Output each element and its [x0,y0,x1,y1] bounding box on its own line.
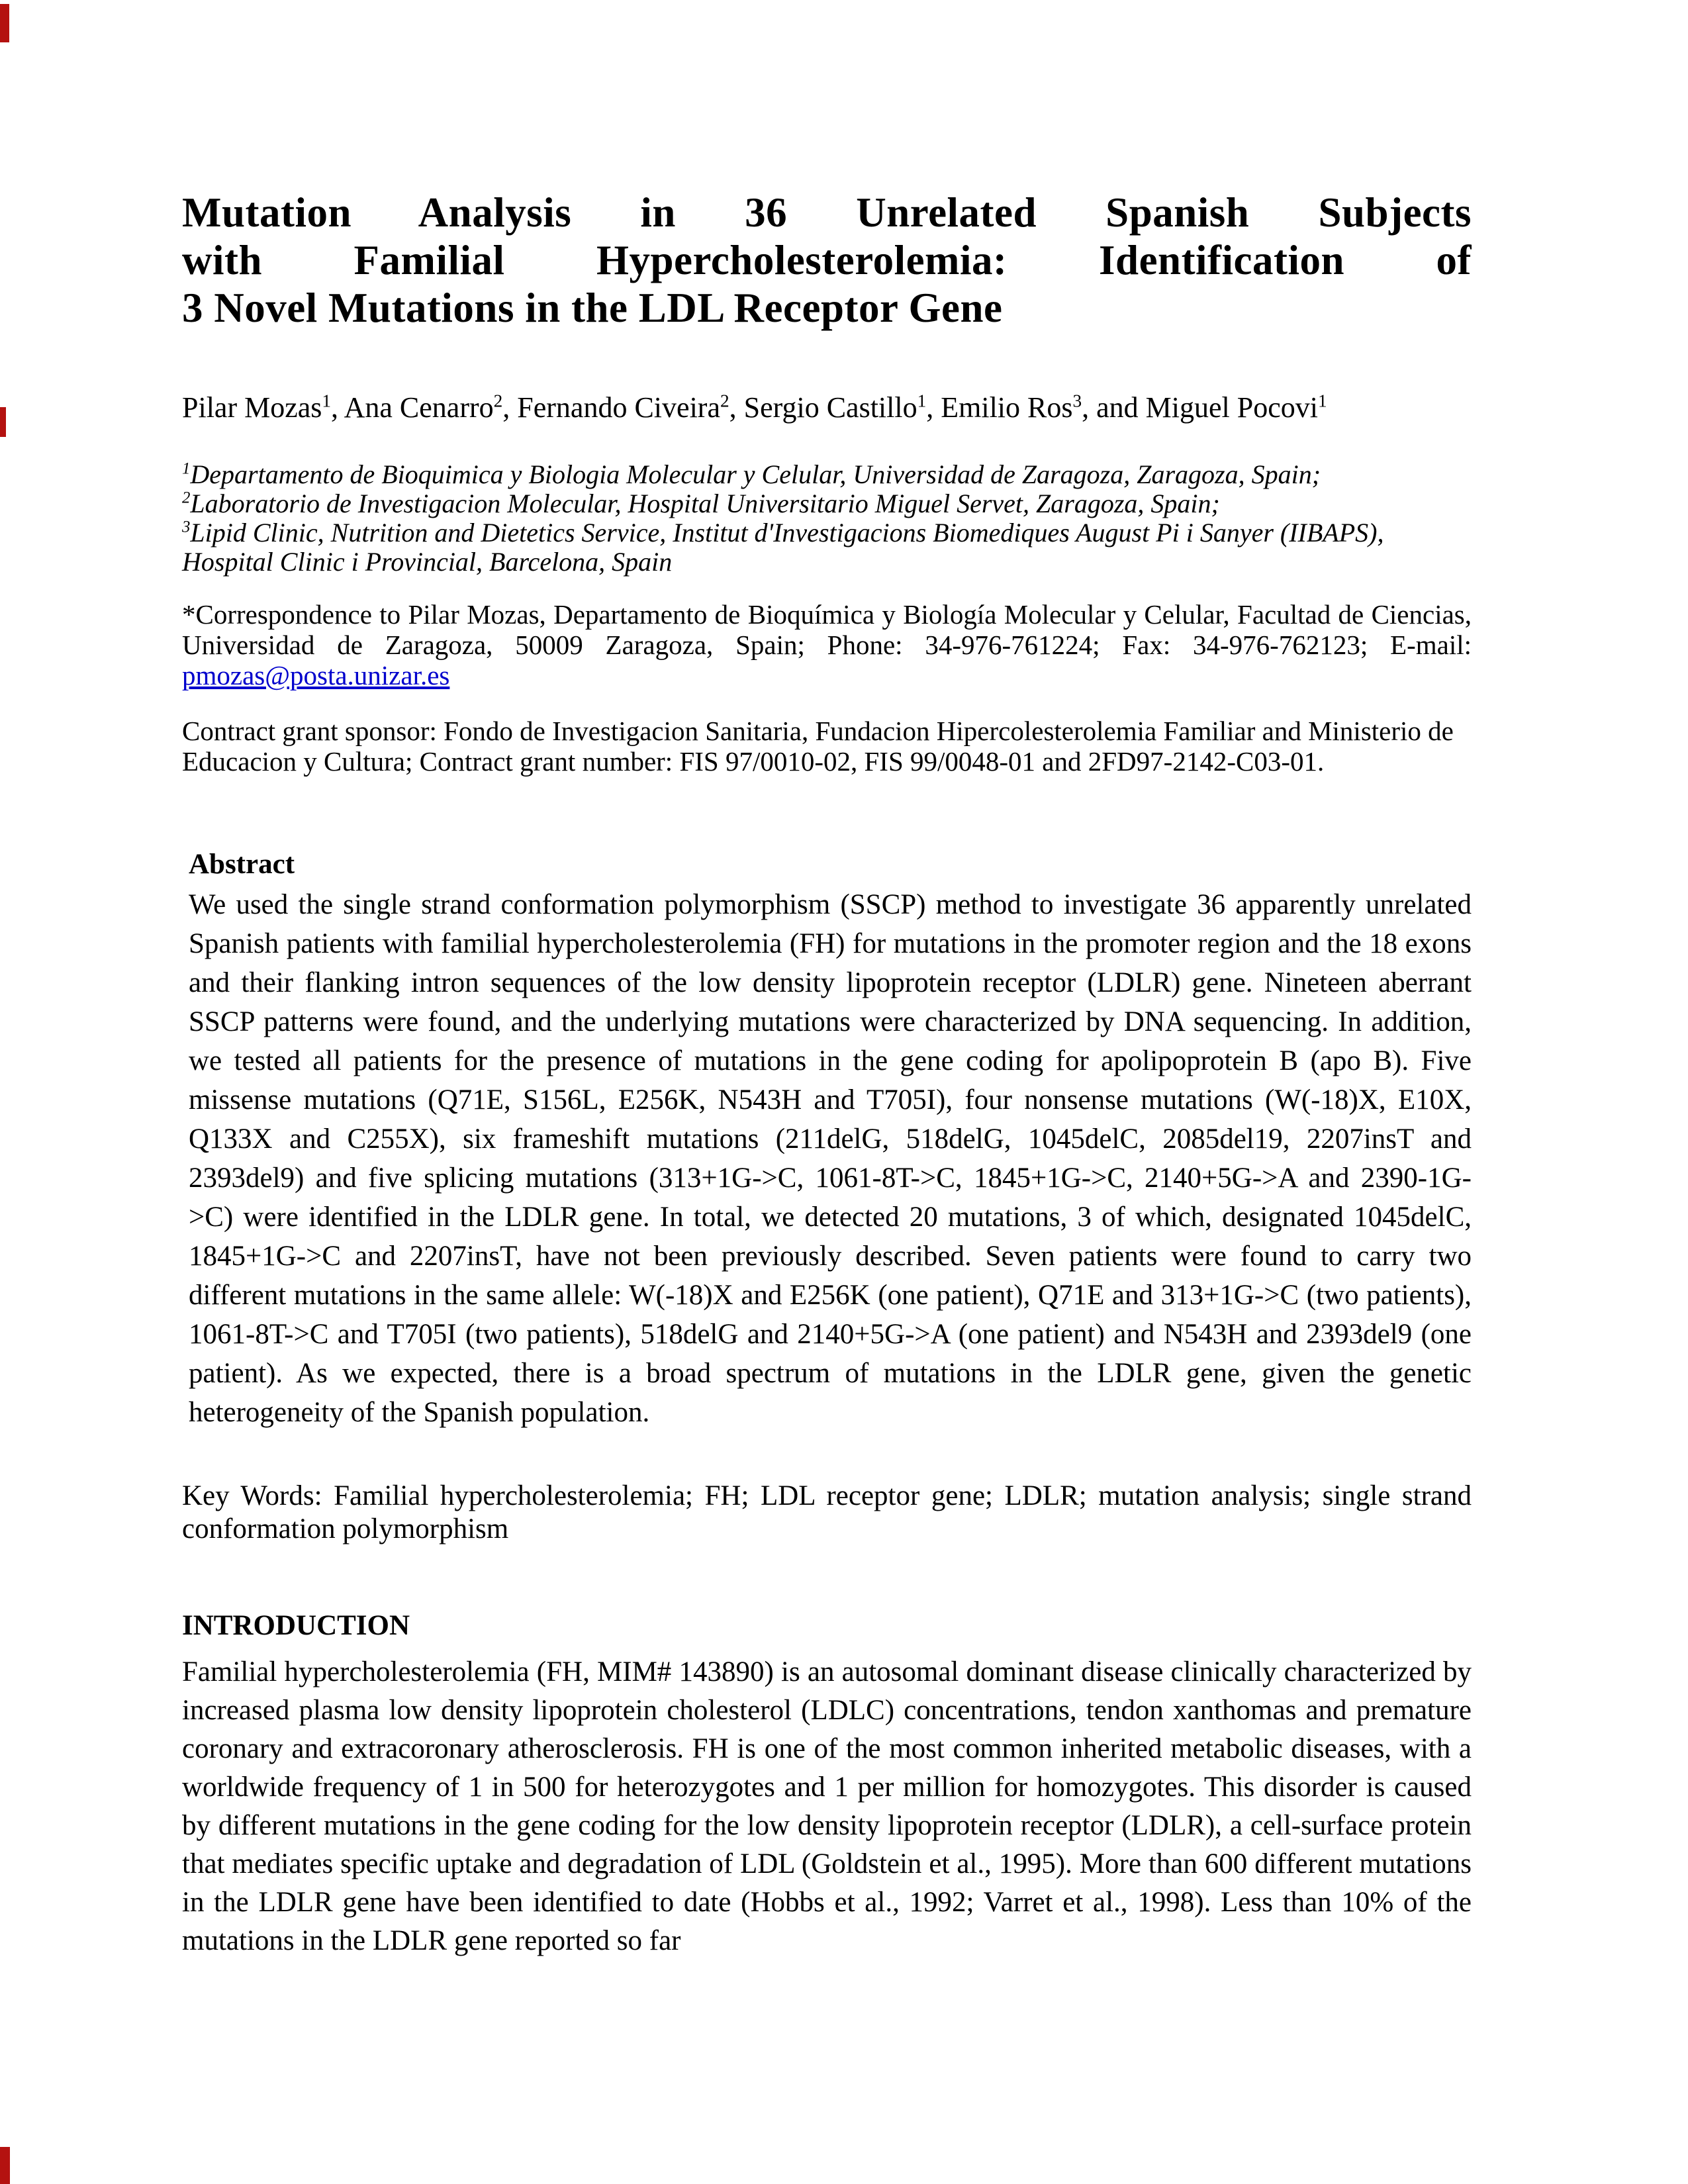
scan-edge-mark-top [0,4,9,42]
author-name: Pilar Mozas$^1$, [182,391,344,424]
author-name: Ana Cenarro$^2$, [344,391,518,424]
abstract-heading: Abstract [189,849,295,880]
affiliation-3: $^3$Lipid Clinic, Nutrition and Dietetics Service, Institut d'Investigacions Biomediques August Pi i Sanyer (IIBAPS), Hospital Clinic i Provincial, Barcelona, Spain [182,518,1384,577]
affiliation-number: 2 [182,489,191,507]
author-name: Emilio Ros$^3$, and [941,391,1146,424]
affiliation-2: $^2$Laboratorio de Investigacion Molecular, Hospital Universitario Miguel Servet, Zaragoza, Spain; [182,489,1220,518]
affiliations-block [182,460,1472,577]
author-affiliation-number: 1 [917,391,927,411]
correspondence-text: *Correspondence to Pilar Mozas, Departamento de Bioquímica y Biología Molecular y Celular, Facultad de Ciencias, Universidad de Zaragoza, 50009 Zaragoza, Spain; Phone: 34-976-761224; Fax: 34-976-762123; E-mail: [182,599,1472,660]
contract-grant-note: Contract grant sponsor: Fondo de Investigacion Sanitaria, Fundacion Hipercolesterolemia Familiar and Ministerio de Educacion y Cultura; Contract grant number: FIS 97/0010-02, FIS 99/0048-01 and 2FD97-2142-C03-01. [182,716,1454,777]
introduction-body: Familial hypercholesterolemia (FH, MIM# 143890) is an autosomal dominant disease clinically characterized by increased plasma low density lipoprotein cholesterol (LDLC) concentrations, tendon xanthomas and premature coronary and extracoronary atherosclerosis. FH is one of the most common inherited metabolic diseases, with a worldwide frequency of 1 in 500 for heterozygotes and 1 per million for homozygotes. This disorder is caused by different mutations in the gene coding for the low density lipoprotein receptor (LDLR), a cell-surface protein that mediates specific uptake and degradation of LDL (Goldstein et al., 1995). More than 600 different mutations in the LDLR gene have been identified to date (Hobbs et al., 1992; Varret et al., 1998). Less than 10% of the mutations in the LDLR gene reported so far [182,1656,1472,1956]
keywords-line: Key Words: Familial hypercholesterolemia; FH; LDL receptor gene; LDLR; mutation analysis; single strand conformation polymorphism [182,1480,1472,1544]
scan-edge-mark-bottom [0,2147,10,2184]
correspondence-note [182,599,1472,690]
affiliation-number: 3 [182,518,191,536]
author-affiliation-number: 1 [1318,391,1327,411]
scan-edge-mark-middle [0,407,6,437]
email-link[interactable]: pmozas@posta.unizar.es [182,660,450,690]
paper-title-line-2: with Familial Hypercholesterolemia: Identification of [182,237,1472,283]
author-affiliation-number: 2 [720,391,729,411]
page-content [182,0,1472,1960]
author-name: Miguel Pocovi$^1$ [1145,391,1327,424]
author-affiliation-number: 2 [493,391,503,411]
paper-title-line-1: Mutation Analysis in 36 Unrelated Spanish Subjects [182,189,1472,236]
author-affiliation-number: 1 [322,391,332,411]
paper-title [182,189,1472,332]
author-name: Fernando Civeira$^2$, [517,391,744,424]
introduction-heading: INTRODUCTION [182,1610,410,1641]
abstract-body: We used the single strand conformation polymorphism (SSCP) method to investigate 36 apparently unrelated Spanish patients with familial hypercholesterolemia (FH) for mutations in the promoter region and the 18 exons and their flanking intron sequences of the low density lipoprotein receptor (LDLR) gene. Nineteen aberrant SSCP patterns were found, and the underlying mutations were characterized by DNA sequencing. In addition, we tested all patients for the presence of mutations in the gene coding for apolipoprotein B (apo B). Five missense mutations (Q71E, S156L, E256K, N543H and T705I), four nonsense mutations (W(-18)X, E10X, Q133X and C255X), six frameshift mutations (211delG, 518delG, 1045delC, 2085del19, 2207insT and 2393del9) and five splicing mutations (313+1G->C, 1061-8T->C, 1845+1G->C, 2140+5G->A and 2390-1G->C) were identified in the LDLR gene. In total, we detected 20 mutations, 3 of which, designated 1045delC, 1845+1G->C and 2207insT, have not been previously described. Seven patients were found to carry two different mutations in the same allele: W(-18)X and E256K (one patient), Q71E and 313+1G->C (two patients), 1061-8T->C and T705I (two patients), 518delG and 2140+5G->A (one patient) and N543H and 2393del9 (one patient). As we expected, there is a broad spectrum of mutations in the LDLR gene, given the genetic heterogeneity of the Spanish population. [189,889,1472,1428]
author-affiliation-number: 3 [1072,391,1082,411]
affiliation-1: $^1$Departamento de Bioquimica y Biologia Molecular y Celular, Universidad de Zaragoza, Zaragoza, Spain; [182,459,1321,489]
paper-title-line-3: 3 Novel Mutations in the LDL Receptor Gene [182,285,1003,331]
affiliation-number: 1 [182,459,191,478]
authors-line [182,391,1472,424]
author-name: Sergio Castillo$^1$, [743,391,941,424]
